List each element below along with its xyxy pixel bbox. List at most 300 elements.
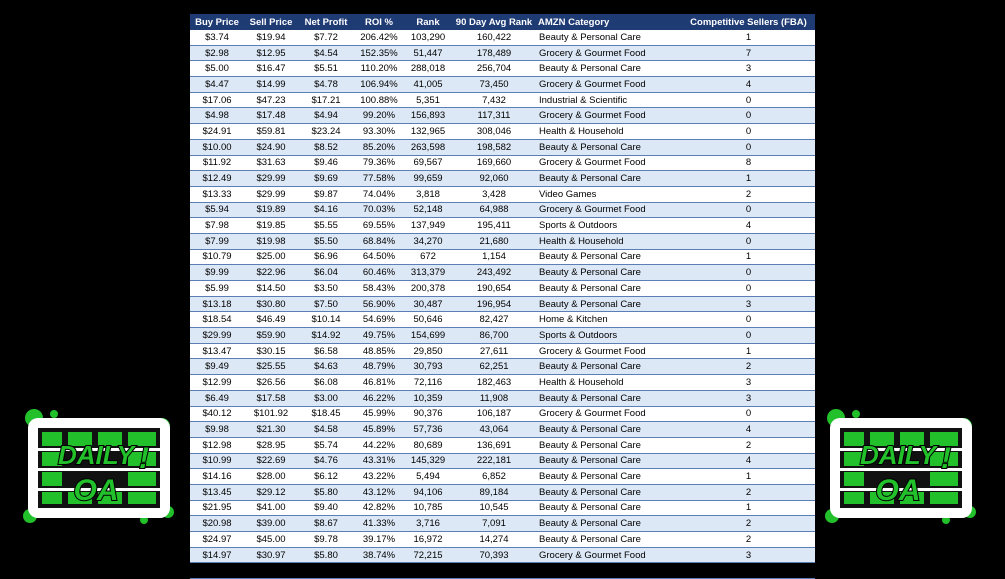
sellers-cell: 4 — [682, 453, 815, 469]
category-cell: Beauty & Personal Care — [536, 281, 682, 297]
sell-price-cell: $31.63 — [244, 155, 298, 171]
daily-oa-logo-right — [826, 412, 976, 524]
table-row — [190, 547, 815, 563]
net-profit-cell: $8.67 — [298, 516, 354, 532]
category-cell: Beauty & Personal Care — [536, 30, 682, 45]
net-profit-cell: $5.55 — [298, 218, 354, 234]
category-cell: Video Games — [536, 186, 682, 202]
table-row — [190, 233, 815, 249]
rank-cell: 156,893 — [404, 108, 452, 124]
table-row — [190, 406, 815, 422]
category-cell: Beauty & Personal Care — [536, 453, 682, 469]
rank-cell: 90,376 — [404, 406, 452, 422]
roi-cell: 48.79% — [354, 359, 404, 375]
header-buy-price: Buy Price — [190, 14, 244, 30]
category-cell: Beauty & Personal Care — [536, 390, 682, 406]
category-cell: Grocery & Gourmet Food — [536, 202, 682, 218]
rank-cell: 5,351 — [404, 92, 452, 108]
roi-cell: 43.31% — [354, 453, 404, 469]
header-competitive-sellers: Competitive Sellers (FBA) — [682, 14, 815, 30]
sell-price-cell: $17.58 — [244, 390, 298, 406]
sellers-cell: 2 — [682, 359, 815, 375]
net-profit-cell: $6.58 — [298, 343, 354, 359]
rank-cell: 99,659 — [404, 171, 452, 187]
sellers-cell: 0 — [682, 233, 815, 249]
logo-exclamation: ! — [139, 442, 149, 475]
table-row — [190, 77, 815, 93]
sell-price-cell: $24.90 — [244, 139, 298, 155]
buy-price-cell: $20.98 — [190, 516, 244, 532]
sellers-cell: 1 — [682, 171, 815, 187]
buy-price-cell: $40.12 — [190, 406, 244, 422]
sellers-cell: 2 — [682, 532, 815, 548]
roi-cell: 85.20% — [354, 139, 404, 155]
category-cell: Beauty & Personal Care — [536, 61, 682, 77]
avg-rank-cell: 136,691 — [452, 437, 536, 453]
sellers-cell: 1 — [682, 469, 815, 485]
buy-price-cell: $12.99 — [190, 375, 244, 391]
header-sell-price: Sell Price — [244, 14, 298, 30]
net-profit-cell: $6.96 — [298, 249, 354, 265]
logo-line2: OA — [73, 474, 119, 507]
sell-price-cell: $30.80 — [244, 296, 298, 312]
table-row — [190, 265, 815, 281]
category-cell: Beauty & Personal Care — [536, 139, 682, 155]
avg-rank-cell: 64,988 — [452, 202, 536, 218]
sellers-cell: 0 — [682, 406, 815, 422]
net-profit-cell: $7.50 — [298, 296, 354, 312]
table-row — [190, 108, 815, 124]
net-profit-cell: $9.69 — [298, 171, 354, 187]
sell-price-cell: $41.00 — [244, 500, 298, 516]
net-profit-cell: $18.45 — [298, 406, 354, 422]
buy-price-cell: $14.16 — [190, 469, 244, 485]
roi-cell: 39.17% — [354, 532, 404, 548]
buy-price-cell: $5.00 — [190, 61, 244, 77]
rank-cell: 10,785 — [404, 500, 452, 516]
table-row — [190, 563, 815, 579]
category-cell: Grocery & Gourmet Food — [536, 343, 682, 359]
sellers-cell: 1 — [682, 500, 815, 516]
sell-price-cell: $25.55 — [244, 359, 298, 375]
table-row — [190, 249, 815, 265]
buy-price-cell: $13.33 — [190, 186, 244, 202]
buy-price-cell: $29.99 — [190, 328, 244, 344]
sellers-cell: 0 — [682, 139, 815, 155]
sell-price-cell: $22.69 — [244, 453, 298, 469]
roi-cell: 45.89% — [354, 422, 404, 438]
sellers-cell: 0 — [682, 312, 815, 328]
rank-cell: 72,215 — [404, 547, 452, 563]
net-profit-cell: $4.16 — [298, 202, 354, 218]
avg-rank-cell: 160,422 — [452, 30, 536, 45]
table-row — [190, 390, 815, 406]
sell-price-cell: $30.97 — [244, 547, 298, 563]
buy-price-cell: $10.00 — [190, 139, 244, 155]
roi-cell: 54.69% — [354, 312, 404, 328]
rank-cell: 30,487 — [404, 296, 452, 312]
category-cell: Health & Household — [536, 233, 682, 249]
sellers-cell: 1 — [682, 249, 815, 265]
sell-price-cell: $19.94 — [244, 30, 298, 45]
table-row — [190, 281, 815, 297]
sellers-cell: 8 — [682, 155, 815, 171]
roi-cell: 74.04% — [354, 186, 404, 202]
sellers-cell: 0 — [682, 202, 815, 218]
table-row — [190, 218, 815, 234]
rank-cell: 72,116 — [404, 375, 452, 391]
category-cell: Beauty & Personal Care — [536, 249, 682, 265]
avg-rank-cell: 243,492 — [452, 265, 536, 281]
table-row — [190, 469, 815, 485]
header-amzn-category: AMZN Category — [536, 14, 682, 30]
rank-cell: 132,965 — [404, 124, 452, 140]
sellers-cell: 3 — [682, 547, 815, 563]
table-row — [190, 437, 815, 453]
net-profit-cell: $4.54 — [298, 45, 354, 61]
roi-cell: 93.30% — [354, 124, 404, 140]
sell-price-cell: $14.50 — [244, 281, 298, 297]
avg-rank-cell: 198,582 — [452, 139, 536, 155]
rank-cell: 103,290 — [404, 30, 452, 45]
avg-rank-cell: 92,060 — [452, 171, 536, 187]
net-profit-cell: $5.80 — [298, 484, 354, 500]
avg-rank-cell: 196,954 — [452, 296, 536, 312]
rank-cell: 94,106 — [404, 484, 452, 500]
table-row — [190, 500, 815, 516]
rank-cell: 52,148 — [404, 202, 452, 218]
sell-price-cell: $21.30 — [244, 422, 298, 438]
rank-cell: 51,447 — [404, 45, 452, 61]
header-90-day-avg-rank: 90 Day Avg Rank — [452, 14, 536, 30]
table-row — [190, 92, 815, 108]
roi-cell: 64.50% — [354, 249, 404, 265]
table-row — [190, 45, 815, 61]
header-row — [190, 14, 815, 30]
category-cell: Beauty & Personal Care — [536, 422, 682, 438]
sellers-cell: 0 — [682, 563, 815, 579]
net-profit-cell: $4.94 — [298, 108, 354, 124]
net-profit-cell: $8.52 — [298, 139, 354, 155]
buy-price-cell: $12.98 — [190, 437, 244, 453]
sellers-cell: 0 — [682, 281, 815, 297]
category-cell: Grocery & Gourmet Food — [536, 155, 682, 171]
rank-cell: 10,359 — [404, 390, 452, 406]
roi-cell: 46.81% — [354, 375, 404, 391]
sell-price-cell: $29.12 — [244, 484, 298, 500]
rank-cell: 16,972 — [404, 532, 452, 548]
header-rank: Rank — [404, 14, 452, 30]
category-cell: Grocery & Gourmet Food — [536, 77, 682, 93]
roi-cell: 100.88% — [354, 92, 404, 108]
sell-price-cell: $59.81 — [244, 124, 298, 140]
category-cell: Beauty & Personal Care — [536, 296, 682, 312]
avg-rank-cell: 169,660 — [452, 155, 536, 171]
buy-price-cell: $17.06 — [190, 92, 244, 108]
category-cell: Beauty & Personal Care — [536, 500, 682, 516]
sellers-cell: 0 — [682, 328, 815, 344]
sell-price-cell: $22.96 — [244, 265, 298, 281]
table-row — [190, 328, 815, 344]
avg-rank-cell: 222,181 — [452, 453, 536, 469]
table-row — [190, 453, 815, 469]
avg-rank-cell: 256,704 — [452, 61, 536, 77]
net-profit-cell: $9.46 — [298, 155, 354, 171]
avg-rank-cell: 43,064 — [452, 422, 536, 438]
buy-price-cell: $18.54 — [190, 312, 244, 328]
avg-rank-cell: 21,680 — [452, 233, 536, 249]
sell-price-cell: $26.56 — [244, 375, 298, 391]
sell-price-cell: $19.89 — [244, 202, 298, 218]
buy-price-cell: $13.18 — [190, 296, 244, 312]
sellers-cell: 2 — [682, 516, 815, 532]
buy-price-cell: $21.95 — [190, 500, 244, 516]
rank-cell: 154,699 — [404, 328, 452, 344]
table-row — [190, 422, 815, 438]
rank-cell: 34,270 — [404, 233, 452, 249]
net-profit-cell: $9.78 — [298, 532, 354, 548]
roi-cell: 37.83% — [354, 563, 404, 579]
table-row — [190, 139, 815, 155]
buy-price-cell: $9.98 — [190, 422, 244, 438]
avg-rank-cell: 178,489 — [452, 45, 536, 61]
table-row — [190, 375, 815, 391]
category-cell: Beauty & Personal Care — [536, 563, 682, 579]
category-cell: Beauty & Personal Care — [536, 171, 682, 187]
avg-rank-cell: 7,091 — [452, 516, 536, 532]
buy-price-cell: $3.74 — [190, 30, 244, 45]
rank-cell: 3,716 — [404, 516, 452, 532]
sell-price-cell: $29.99 — [244, 186, 298, 202]
net-profit-cell: $3.00 — [298, 390, 354, 406]
sellers-cell: 0 — [682, 108, 815, 124]
category-cell: Industrial & Scientific — [536, 92, 682, 108]
sellers-cell: 7 — [682, 45, 815, 61]
rank-cell: 31,529 — [404, 563, 452, 579]
rank-cell: 80,689 — [404, 437, 452, 453]
avg-rank-cell: 86,700 — [452, 328, 536, 344]
roi-cell: 43.12% — [354, 484, 404, 500]
buy-price-cell: $14.97 — [190, 547, 244, 563]
avg-rank-cell: 70,393 — [452, 547, 536, 563]
logo-line1: DAILY — [57, 440, 135, 470]
sell-price-cell: $28.00 — [244, 469, 298, 485]
avg-rank-cell: 3,428 — [452, 186, 536, 202]
net-profit-cell: $10.14 — [298, 312, 354, 328]
net-profit-cell: $9.40 — [298, 500, 354, 516]
avg-rank-cell: 89,184 — [452, 484, 536, 500]
sell-price-cell: $17.48 — [244, 108, 298, 124]
avg-rank-cell: 182,463 — [452, 375, 536, 391]
avg-rank-cell: 82,427 — [452, 312, 536, 328]
net-profit-cell: $14.92 — [298, 328, 354, 344]
rank-cell: 5,494 — [404, 469, 452, 485]
roi-cell: 68.84% — [354, 233, 404, 249]
sellers-cell: 2 — [682, 484, 815, 500]
table-row — [190, 124, 815, 140]
sellers-cell: 1 — [682, 30, 815, 45]
table-row — [190, 186, 815, 202]
sell-price-cell: $59.90 — [244, 328, 298, 344]
sellers-cell: 0 — [682, 265, 815, 281]
table-row — [190, 61, 815, 77]
avg-rank-cell: 10,545 — [452, 500, 536, 516]
rank-cell: 288,018 — [404, 61, 452, 77]
sellers-cell: 0 — [682, 124, 815, 140]
category-cell: Health & Household — [536, 124, 682, 140]
category-cell: Sports & Outdoors — [536, 328, 682, 344]
net-profit-cell: $5.80 — [298, 547, 354, 563]
header-roi: ROI % — [354, 14, 404, 30]
rank-cell: 137,949 — [404, 218, 452, 234]
avg-rank-cell: 195,411 — [452, 218, 536, 234]
sellers-cell: 3 — [682, 375, 815, 391]
roi-cell: 77.58% — [354, 171, 404, 187]
table-row — [190, 202, 815, 218]
table-row — [190, 343, 815, 359]
net-profit-cell: $4.63 — [298, 359, 354, 375]
sellers-cell: 4 — [682, 77, 815, 93]
table-row — [190, 171, 815, 187]
sell-price-cell: $29.99 — [244, 171, 298, 187]
net-profit-cell: $7.72 — [298, 30, 354, 45]
category-cell: Grocery & Gourmet Food — [536, 406, 682, 422]
buy-price-cell: $11.92 — [190, 155, 244, 171]
net-profit-cell: $6.12 — [298, 469, 354, 485]
sell-price-cell: $45.00 — [244, 532, 298, 548]
category-cell: Sports & Outdoors — [536, 218, 682, 234]
net-profit-cell: $4.58 — [298, 422, 354, 438]
sell-price-cell: $46.49 — [244, 312, 298, 328]
category-cell: Beauty & Personal Care — [536, 484, 682, 500]
roi-cell: 206.42% — [354, 30, 404, 45]
avg-rank-cell: 11,908 — [452, 390, 536, 406]
buy-price-cell: $5.94 — [190, 202, 244, 218]
buy-price-cell: $13.47 — [190, 343, 244, 359]
category-cell: Beauty & Personal Care — [536, 359, 682, 375]
sell-price-cell: $12.95 — [244, 45, 298, 61]
buy-price-cell: $4.98 — [190, 108, 244, 124]
buy-price-cell: $14.67 — [190, 563, 244, 579]
rank-cell: 3,818 — [404, 186, 452, 202]
roi-cell: 58.43% — [354, 281, 404, 297]
table-row — [190, 516, 815, 532]
buy-price-cell: $13.45 — [190, 484, 244, 500]
buy-price-cell: $4.47 — [190, 77, 244, 93]
table-row — [190, 359, 815, 375]
buy-price-cell: $10.79 — [190, 249, 244, 265]
table-row — [190, 30, 815, 45]
buy-price-cell: $7.99 — [190, 233, 244, 249]
net-profit-cell: $6.08 — [298, 375, 354, 391]
roi-cell: 45.99% — [354, 406, 404, 422]
net-profit-cell: $4.76 — [298, 453, 354, 469]
rank-cell: 57,736 — [404, 422, 452, 438]
buy-price-cell: $10.99 — [190, 453, 244, 469]
sellers-cell: 1 — [682, 343, 815, 359]
buy-price-cell: $6.49 — [190, 390, 244, 406]
avg-rank-cell: 190,654 — [452, 281, 536, 297]
buy-price-cell: $9.99 — [190, 265, 244, 281]
category-cell: Grocery & Gourmet Food — [536, 108, 682, 124]
net-profit-cell: $23.24 — [298, 124, 354, 140]
sellers-cell: 2 — [682, 437, 815, 453]
rank-cell: 145,329 — [404, 453, 452, 469]
rank-cell: 263,598 — [404, 139, 452, 155]
daily-oa-logo-graphic — [826, 412, 976, 524]
table-row — [190, 532, 815, 548]
daily-oa-logo-graphic — [24, 412, 174, 524]
roi-cell: 60.46% — [354, 265, 404, 281]
logo-line2: OA — [875, 474, 921, 507]
buy-price-cell: $9.49 — [190, 359, 244, 375]
avg-rank-cell: 6,852 — [452, 469, 536, 485]
buy-price-cell: $24.97 — [190, 532, 244, 548]
avg-rank-cell: 27,611 — [452, 343, 536, 359]
net-profit-cell: $6.04 — [298, 265, 354, 281]
avg-rank-cell: 73,450 — [452, 77, 536, 93]
header-net-profit: Net Profit — [298, 14, 354, 30]
roi-cell: 106.94% — [354, 77, 404, 93]
roi-cell: 49.75% — [354, 328, 404, 344]
sellers-cell: 3 — [682, 61, 815, 77]
logo-exclamation: ! — [941, 442, 951, 475]
roi-cell: 99.20% — [354, 108, 404, 124]
category-cell: Beauty & Personal Care — [536, 265, 682, 281]
roi-cell: 70.03% — [354, 202, 404, 218]
roi-cell: 41.33% — [354, 516, 404, 532]
avg-rank-cell: 7,432 — [452, 92, 536, 108]
sellers-cell: 0 — [682, 92, 815, 108]
net-profit-cell: $3.50 — [298, 281, 354, 297]
avg-rank-cell: 117,311 — [452, 108, 536, 124]
category-cell: Beauty & Personal Care — [536, 469, 682, 485]
buy-price-cell: $2.98 — [190, 45, 244, 61]
sellers-cell: 4 — [682, 422, 815, 438]
roi-cell: 69.55% — [354, 218, 404, 234]
roi-cell: 110.20% — [354, 61, 404, 77]
roi-cell: 42.82% — [354, 500, 404, 516]
category-cell: Home & Kitchen — [536, 312, 682, 328]
avg-rank-cell: 1,154 — [452, 249, 536, 265]
rank-cell: 69,567 — [404, 155, 452, 171]
roi-cell: 56.90% — [354, 296, 404, 312]
rank-cell: 30,793 — [404, 359, 452, 375]
buy-price-cell: $12.49 — [190, 171, 244, 187]
buy-price-cell: $7.98 — [190, 218, 244, 234]
roi-cell: 79.36% — [354, 155, 404, 171]
avg-rank-cell: 308,046 — [452, 124, 536, 140]
sell-price-cell: $19.98 — [244, 233, 298, 249]
avg-rank-cell: 62,251 — [452, 359, 536, 375]
sellers-cell: 3 — [682, 296, 815, 312]
avg-rank-cell: 106,187 — [452, 406, 536, 422]
sell-price-cell: $28.95 — [244, 437, 298, 453]
category-cell: Beauty & Personal Care — [536, 437, 682, 453]
net-profit-cell: $5.50 — [298, 233, 354, 249]
sell-price-cell: $25.00 — [244, 249, 298, 265]
sellers-cell: 2 — [682, 186, 815, 202]
net-profit-cell: $5.51 — [298, 61, 354, 77]
net-profit-cell: $4.78 — [298, 77, 354, 93]
net-profit-cell: $5.55 — [298, 563, 354, 579]
roi-cell: 44.22% — [354, 437, 404, 453]
net-profit-cell: $9.87 — [298, 186, 354, 202]
rank-cell: 29,850 — [404, 343, 452, 359]
sellers-cell: 3 — [682, 390, 815, 406]
table-row — [190, 484, 815, 500]
category-cell: Grocery & Gourmet Food — [536, 547, 682, 563]
